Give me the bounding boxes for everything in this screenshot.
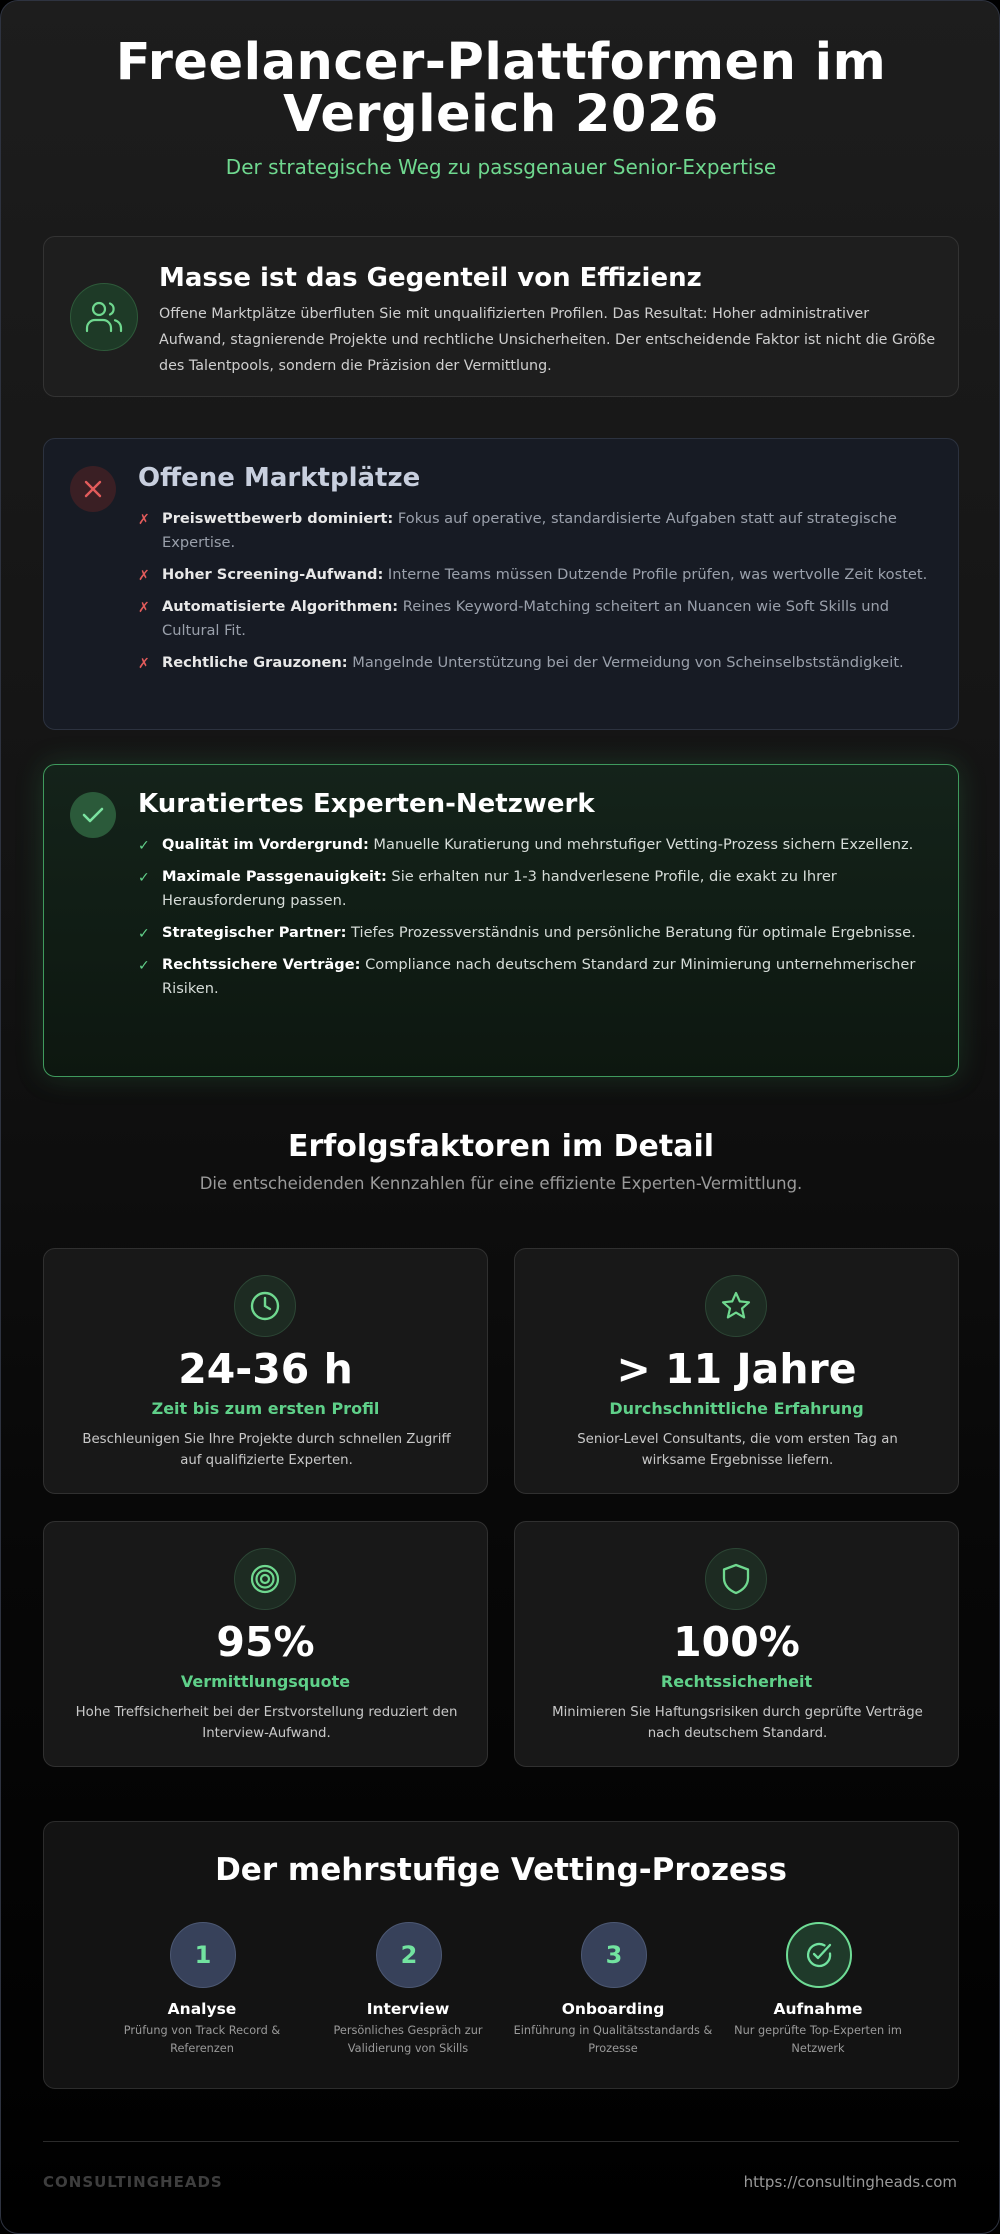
page-title [1, 33, 1000, 144]
list-item-bold: Qualität im Vordergrund: [162, 836, 369, 853]
list-item [138, 921, 928, 945]
problem-card [43, 236, 959, 397]
list-item-bold: Maximale Passgenauigkeit: [162, 868, 387, 885]
step-number: 2 [376, 1922, 442, 1988]
list-item-bold: Rechtliche Grauzonen: [162, 654, 348, 671]
list-item [138, 651, 928, 675]
cross-mark-icon: ✗ [138, 568, 150, 584]
stat-description: Beschleunigen Sie Ihre Projekte durch schnellen Zugriff auf qualifizierte Experten. [82, 1432, 451, 1468]
shield-icon [705, 1548, 767, 1610]
open-marketplaces-title: Offene Marktplätze [138, 463, 421, 493]
footer-divider [43, 2141, 959, 2142]
list-item-bold: Hoher Screening-Aufwand: [162, 566, 384, 583]
stat-card-legal-security [514, 1521, 959, 1767]
list-item-text: Tiefes Prozessverständnis und persönliche Beratung für optimale Ergebnisse. [346, 924, 916, 941]
list-item [138, 865, 928, 913]
stat-description: Senior-Level Consultants, die vom ersten Tag an wirksame Ergebnisse liefern. [577, 1432, 898, 1468]
cross-mark-icon: ✗ [138, 656, 150, 672]
stat-card-time [43, 1248, 488, 1494]
list-item-text: Manuelle Kuratierung und mehrstufiger Vetting-Prozess sichern Exzellenz. [368, 836, 914, 853]
list-item-bold: Automatisierte Algorithmen: [162, 598, 399, 615]
list-item-text: Reines Keyword-Matching scheitert an Nuancen wie Soft Skills und Cultural Fit. [162, 598, 890, 639]
curated-network-list [138, 833, 928, 1009]
list-item-text: Sie erhalten nur 1-3 handverlesene Profile, die exakt zu Ihrer Herausforderung passen. [162, 868, 837, 909]
stat-value: 95% [216, 1618, 315, 1666]
stat-value: > 11 Jahre [616, 1345, 857, 1393]
list-item [138, 507, 928, 555]
stat-label: Rechtssicherheit [660, 1672, 813, 1691]
stat-label: Vermittlungsquote [180, 1672, 351, 1691]
list-item-bold: Rechtssichere Verträge: [162, 956, 361, 973]
stat-label: Zeit bis zum ersten Profil [151, 1399, 380, 1418]
problem-title: Masse ist das Gegenteil von Effizienz [159, 263, 702, 293]
stat-value: 100% [673, 1618, 800, 1666]
list-item-text: Interne Teams müssen Dutzende Profile prüfen, was wertvolle Zeit kostet. [383, 566, 928, 583]
step-description: Nur geprüfte Top-Experten im Netzwerk [734, 2024, 902, 2055]
factors-title: Erfolgsfaktoren im Detail [287, 1129, 715, 1164]
step-number: 1 [170, 1922, 236, 1988]
stat-description: Minimieren Sie Haftungsrisiken durch geprüfte Verträge nach deutschem Standard. [552, 1705, 923, 1741]
check-circle-icon [786, 1922, 852, 1988]
page-subtitle: Der strategische Weg zu passgenauer Senior-Expertise [225, 155, 777, 179]
stat-description: Hohe Treffsicherheit bei der Erstvorstellung reduziert den Interview-Aufwand. [75, 1705, 458, 1741]
users-icon [70, 283, 138, 351]
star-icon [705, 1275, 767, 1337]
list-item [138, 563, 928, 587]
step-description: Persönliches Gespräch zur Validierung von Skills [333, 2024, 483, 2055]
check-mark-icon: ✓ [138, 926, 150, 942]
footer-logo: CONSULTINGHEADS [43, 2173, 223, 2191]
page-title-line-1: Freelancer-Plattformen im [115, 33, 887, 92]
list-item-bold: Preiswettbewerb dominiert: [162, 510, 394, 527]
check-mark-icon: ✓ [138, 958, 150, 974]
cross-mark-icon: ✗ [138, 512, 150, 528]
clock-icon [234, 1275, 296, 1337]
page-title-line-2: Vergleich 2026 [283, 85, 719, 144]
stat-card-experience [514, 1248, 959, 1494]
factors-subtitle: Die entscheidenden Kennzahlen für eine effiziente Experten-Vermittlung. [199, 1174, 803, 1193]
step-title: Aufnahme [773, 2000, 863, 2018]
step-description: Prüfung von Track Record & Referenzen [123, 2024, 281, 2055]
cross-mark-icon: ✗ [138, 600, 150, 616]
list-item [138, 595, 928, 643]
list-item-text: Mangelnde Unterstützung bei der Vermeidung von Scheinselbstständigkeit. [347, 654, 904, 671]
process-title: Der mehrstufige Vetting-Prozess [215, 1852, 787, 1888]
vetting-process-card [43, 1821, 959, 2089]
check-mark-icon: ✓ [138, 838, 150, 854]
stat-value: 24-36 h [178, 1345, 353, 1393]
step-title: Interview [366, 2000, 450, 2018]
step-title: Onboarding [561, 2000, 665, 2018]
list-item-text: Fokus auf operative, standardisierte Aufgaben statt auf strategische Expertise. [162, 510, 897, 551]
list-item [138, 953, 928, 1001]
step-title: Analyse [167, 2000, 237, 2018]
check-mark-icon: ✓ [138, 870, 150, 886]
check-icon [70, 792, 116, 838]
step-number: 3 [581, 1922, 647, 1988]
stat-card-placement-rate [43, 1521, 488, 1767]
footer-url-link[interactable]: https://consultingheads.com [743, 2173, 957, 2191]
list-item-text: Compliance nach deutschem Standard zur Minimierung unternehmerischer Risiken. [162, 956, 916, 997]
list-item-bold: Strategischer Partner: [162, 924, 347, 941]
stat-label: Durchschnittliche Erfahrung [609, 1399, 864, 1418]
open-marketplaces-list [138, 507, 928, 683]
x-icon [70, 466, 116, 512]
open-marketplaces-card [43, 438, 959, 730]
header [1, 33, 1000, 179]
curated-network-card [43, 764, 959, 1077]
curated-network-title: Kuratiertes Experten-Netzwerk [138, 789, 595, 819]
step-description: Einführung in Qualitätsstandards & Prozesse [513, 2024, 713, 2055]
factors-heading [1, 1129, 1000, 1193]
list-item [138, 833, 928, 857]
problem-text: Offene Marktplätze überfluten Sie mit unqualifizierten Profilen. Das Resultat: Hoher administrativer Aufwand, stagnierende Projekte und rechtliche Unsicherheiten. Der entscheidende Faktor ist nicht die Größe des Talentpools, sondern die Präzision der Vermittlung. [159, 306, 936, 374]
target-icon [234, 1548, 296, 1610]
